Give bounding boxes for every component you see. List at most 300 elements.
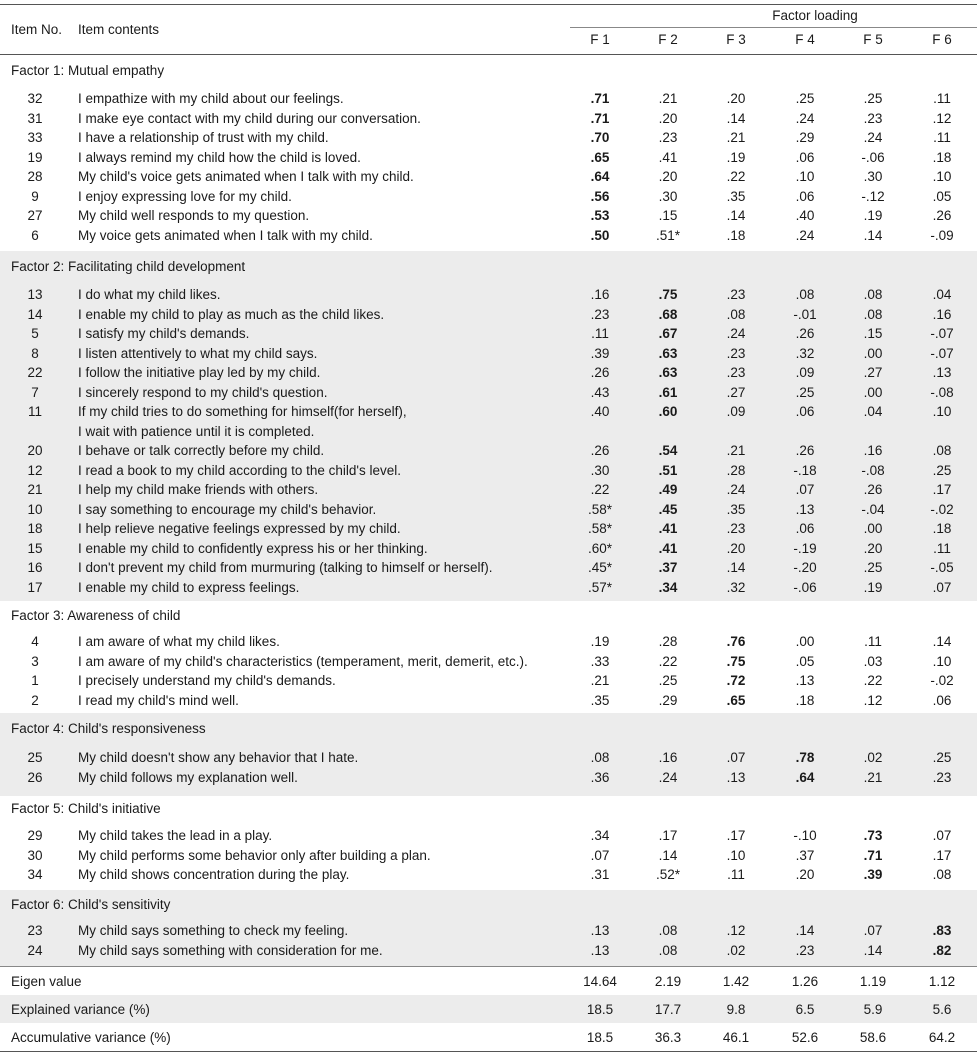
loading-value: .45* bbox=[587, 560, 613, 575]
loading-value: .13 bbox=[795, 501, 815, 517]
loading-value: .22 bbox=[863, 673, 883, 688]
item-number: 28 bbox=[27, 169, 43, 184]
loading-value: .43 bbox=[590, 384, 610, 400]
loading-value: .12 bbox=[932, 110, 952, 126]
loading-value: .25 bbox=[795, 384, 815, 400]
item-text: I do what my child likes. bbox=[78, 287, 221, 302]
factor-section-title: Factor 6: Child's sensitivity bbox=[11, 897, 171, 912]
loading-value: .12 bbox=[863, 692, 883, 708]
loading-value: .36 bbox=[590, 769, 610, 785]
loading-value-primary: .37 bbox=[658, 560, 678, 575]
item-text: My child's voice gets animated when I talk with my child. bbox=[78, 169, 414, 184]
loading-value: .17 bbox=[658, 828, 678, 843]
loading-value: .04 bbox=[932, 287, 952, 302]
item-number: 9 bbox=[31, 188, 39, 204]
factor-section-title: Factor 4: Child's responsiveness bbox=[11, 721, 206, 736]
loading-value: .08 bbox=[658, 942, 678, 958]
summary-value: 58.6 bbox=[859, 1030, 887, 1045]
summary-label: Eigen value bbox=[11, 974, 82, 989]
loading-value: .23 bbox=[932, 769, 952, 785]
summary-value: 18.5 bbox=[586, 1002, 614, 1017]
header-factor-loading: Factor loading bbox=[772, 8, 858, 23]
loading-value: .18 bbox=[726, 227, 746, 243]
loading-value: .11 bbox=[933, 130, 951, 145]
summary-value: 18.5 bbox=[586, 1030, 614, 1045]
loading-value: .00 bbox=[795, 634, 815, 649]
loading-value: .30 bbox=[863, 169, 883, 184]
loading-value: .21 bbox=[590, 673, 610, 688]
loading-value: -.18 bbox=[793, 462, 817, 478]
loading-value: .58* bbox=[587, 501, 613, 517]
loading-value-primary: .41 bbox=[658, 521, 678, 536]
loading-value: .07 bbox=[590, 847, 610, 863]
loading-value: .10 bbox=[932, 169, 952, 184]
item-text: I behave or talk correctly before my child. bbox=[78, 443, 325, 458]
loading-value-primary: .71 bbox=[590, 110, 610, 126]
item-text: If my child tries to do something for himself(for herself), bbox=[78, 404, 407, 419]
item-text: I enable my child to express feelings. bbox=[78, 579, 300, 595]
loading-value: .20 bbox=[658, 169, 678, 184]
loading-value: .21 bbox=[726, 443, 746, 458]
item-text: I read a book to my child according to the child's level. bbox=[78, 462, 401, 478]
loading-value: .16 bbox=[932, 306, 952, 322]
summary-value: 9.8 bbox=[726, 1002, 746, 1017]
loading-value: .05 bbox=[932, 188, 952, 204]
summary-value: 5.6 bbox=[932, 1002, 952, 1017]
top-rule bbox=[0, 4, 977, 5]
loading-value: .14 bbox=[658, 847, 678, 863]
loading-value: .02 bbox=[726, 942, 746, 958]
loading-value: .26 bbox=[863, 482, 883, 497]
item-text: I empathize with my child about our feelings. bbox=[78, 91, 344, 106]
loading-value: -.02 bbox=[930, 673, 954, 688]
item-text: I read my child's mind well. bbox=[78, 692, 239, 708]
loading-value: .10 bbox=[726, 847, 746, 863]
summary-value: 5.9 bbox=[863, 1002, 883, 1017]
loading-value: .25 bbox=[932, 462, 952, 478]
loading-value: .11 bbox=[933, 540, 951, 556]
item-number: 5 bbox=[31, 326, 39, 341]
loading-value: .11 bbox=[727, 867, 745, 882]
item-text: My child says something with consideration for me. bbox=[78, 942, 383, 958]
summary-value: 64.2 bbox=[928, 1030, 956, 1045]
item-number: 4 bbox=[31, 634, 39, 649]
loading-value: .35 bbox=[726, 188, 746, 204]
loading-value: .40 bbox=[590, 404, 610, 419]
summary-value: 2.19 bbox=[654, 974, 682, 989]
loading-value: .08 bbox=[863, 306, 883, 322]
item-number: 10 bbox=[27, 501, 43, 517]
item-text: I make eye contact with my child during our conversation. bbox=[78, 110, 421, 126]
loading-value: .09 bbox=[795, 365, 815, 380]
loading-value-primary: .45 bbox=[658, 501, 678, 517]
loading-value: .19 bbox=[863, 579, 883, 595]
loading-value: .06 bbox=[795, 404, 815, 419]
column-header-f4: F 4 bbox=[795, 32, 815, 47]
loading-value: -.04 bbox=[861, 501, 885, 517]
loading-value: .23 bbox=[590, 306, 610, 322]
item-number: 30 bbox=[27, 847, 43, 863]
item-number: 32 bbox=[27, 91, 43, 106]
loading-value: .07 bbox=[932, 828, 952, 843]
loading-value: .21 bbox=[726, 130, 746, 145]
loading-value: .23 bbox=[658, 130, 678, 145]
loading-value: .20 bbox=[658, 110, 678, 126]
loading-value: .11 bbox=[933, 91, 951, 106]
loading-value-primary: .53 bbox=[590, 208, 610, 223]
loading-value: .10 bbox=[932, 653, 952, 669]
loading-value: .41 bbox=[658, 149, 678, 165]
summary-value: 1.42 bbox=[722, 974, 750, 989]
loading-value: .24 bbox=[863, 130, 883, 145]
item-text: I enable my child to play as much as the child likes. bbox=[78, 306, 385, 322]
item-number: 16 bbox=[27, 560, 43, 575]
item-text: I help relieve negative feelings expressed by my child. bbox=[78, 521, 401, 536]
loading-value-primary: .73 bbox=[863, 828, 883, 843]
item-number: 13 bbox=[27, 287, 43, 302]
factor-loading-underline bbox=[570, 27, 977, 28]
item-number: 12 bbox=[27, 462, 43, 478]
item-text: My child well responds to my question. bbox=[78, 208, 310, 223]
column-header-f3: F 3 bbox=[726, 32, 746, 47]
loading-value: .19 bbox=[863, 208, 883, 223]
loading-value: .40 bbox=[795, 208, 815, 223]
loading-value: .08 bbox=[590, 750, 610, 765]
factor-section-title: Factor 2: Facilitating child development bbox=[11, 259, 246, 274]
item-number: 6 bbox=[31, 227, 39, 243]
loading-value: -.07 bbox=[930, 345, 954, 361]
loading-value-primary: .54 bbox=[658, 443, 678, 458]
summary-value: 36.3 bbox=[654, 1030, 682, 1045]
item-text: My child performs some behavior only after building a plan. bbox=[78, 847, 431, 863]
loading-value: .29 bbox=[658, 692, 678, 708]
item-number: 33 bbox=[27, 130, 43, 145]
loading-value: .30 bbox=[658, 188, 678, 204]
item-number: 23 bbox=[27, 923, 43, 938]
loading-value-primary: .71 bbox=[863, 847, 883, 863]
header-item-no: Item No. bbox=[11, 22, 63, 37]
loading-value: .25 bbox=[863, 91, 883, 106]
loading-value: -.09 bbox=[930, 227, 954, 243]
loading-value: -.20 bbox=[793, 560, 817, 575]
loading-value: .28 bbox=[658, 634, 678, 649]
loading-value: .58* bbox=[587, 521, 613, 536]
item-text: I enable my child to confidently express his or her thinking. bbox=[78, 540, 428, 556]
loading-value: .26 bbox=[795, 443, 815, 458]
loading-value: -.06 bbox=[861, 149, 885, 165]
loading-value: .29 bbox=[795, 130, 815, 145]
item-number: 21 bbox=[27, 482, 43, 497]
item-text: I am aware of my child's characteristics (temperament, merit, demerit, etc.). bbox=[78, 653, 528, 669]
loading-value-primary: .64 bbox=[795, 769, 815, 785]
item-number: 31 bbox=[27, 110, 43, 126]
item-text: I am aware of what my child likes. bbox=[78, 634, 280, 649]
loading-value-primary: .60 bbox=[658, 404, 678, 419]
item-number: 26 bbox=[27, 769, 43, 785]
loading-value-primary: .68 bbox=[658, 306, 678, 322]
loading-value: .20 bbox=[863, 540, 883, 556]
loading-value-primary: .39 bbox=[863, 867, 883, 882]
loading-value: .17 bbox=[932, 482, 952, 497]
factor-section-title: Factor 1: Mutual empathy bbox=[11, 63, 165, 78]
loading-value: .26 bbox=[795, 326, 815, 341]
item-text: I listen attentively to what my child says. bbox=[78, 345, 318, 361]
loading-value-primary: .63 bbox=[658, 365, 678, 380]
item-number: 19 bbox=[27, 149, 43, 165]
loading-value: .14 bbox=[726, 208, 746, 223]
loading-value: .20 bbox=[726, 540, 746, 556]
loading-value: .31 bbox=[590, 867, 610, 882]
loading-value: .30 bbox=[590, 462, 610, 478]
loading-value: -.10 bbox=[793, 828, 817, 843]
loading-value: .08 bbox=[932, 443, 952, 458]
loading-value: .14 bbox=[863, 227, 883, 243]
loading-value: .25 bbox=[863, 560, 883, 575]
summary-label: Explained variance (%) bbox=[11, 1002, 150, 1017]
loading-value: .37 bbox=[795, 847, 815, 863]
loading-value: -.06 bbox=[793, 579, 817, 595]
loading-value: .05 bbox=[795, 653, 815, 669]
loading-value-primary: .67 bbox=[658, 326, 678, 341]
item-number: 2 bbox=[31, 692, 39, 708]
loading-value: .24 bbox=[726, 482, 746, 497]
loading-value: .14 bbox=[795, 923, 815, 938]
item-number: 7 bbox=[31, 384, 39, 400]
loading-value: .21 bbox=[863, 769, 883, 785]
loading-value: .08 bbox=[795, 287, 815, 302]
loading-value: .24 bbox=[795, 227, 815, 243]
loading-value: .11 bbox=[591, 326, 609, 341]
loading-value: .14 bbox=[863, 942, 883, 958]
loading-value: .06 bbox=[795, 521, 815, 536]
loading-value: .22 bbox=[658, 653, 678, 669]
loading-value: .16 bbox=[658, 750, 678, 765]
item-text: I always remind my child how the child is loved. bbox=[78, 149, 361, 165]
loading-value: .35 bbox=[590, 692, 610, 708]
item-text: I enjoy expressing love for my child. bbox=[78, 188, 292, 204]
loading-value: .00 bbox=[863, 345, 883, 361]
loading-value: .27 bbox=[726, 384, 746, 400]
column-header-f5: F 5 bbox=[863, 32, 883, 47]
item-text: My child takes the lead in a play. bbox=[78, 828, 273, 843]
loading-value: .10 bbox=[932, 404, 952, 419]
summary-value: 1.19 bbox=[859, 974, 887, 989]
item-number: 17 bbox=[27, 579, 43, 595]
loading-value: .23 bbox=[726, 345, 746, 361]
loading-value: .06 bbox=[795, 149, 815, 165]
loading-value: .03 bbox=[863, 653, 883, 669]
loading-value: .35 bbox=[726, 501, 746, 517]
item-number: 8 bbox=[31, 345, 39, 361]
loading-value: .14 bbox=[726, 560, 746, 575]
summary-value: 1.26 bbox=[791, 974, 819, 989]
loading-value: .13 bbox=[590, 942, 610, 958]
item-number: 34 bbox=[27, 867, 43, 882]
loading-value: .08 bbox=[726, 306, 746, 322]
loading-value: -.19 bbox=[793, 540, 817, 556]
loading-value-primary: .65 bbox=[590, 149, 610, 165]
item-text: I don't prevent my child from murmuring (talking to himself or herself). bbox=[78, 560, 493, 575]
loading-value-primary: .41 bbox=[658, 540, 678, 556]
item-text: My child shows concentration during the play. bbox=[78, 867, 350, 882]
loading-value: .27 bbox=[863, 365, 883, 380]
loading-value: .33 bbox=[590, 653, 610, 669]
factor-section-title: Factor 3: Awareness of child bbox=[11, 608, 181, 623]
loading-value: .39 bbox=[590, 345, 610, 361]
loading-value-primary: .65 bbox=[726, 692, 746, 708]
loading-value: .06 bbox=[932, 692, 952, 708]
loading-value: .24 bbox=[658, 769, 678, 785]
loading-value: .06 bbox=[795, 188, 815, 204]
item-number: 14 bbox=[27, 306, 43, 322]
loading-value: .08 bbox=[863, 287, 883, 302]
loading-value: .19 bbox=[590, 634, 610, 649]
loading-value: .04 bbox=[863, 404, 883, 419]
loading-value: .25 bbox=[795, 91, 815, 106]
loading-value: .14 bbox=[932, 634, 952, 649]
factor-section-title: Factor 5: Child's initiative bbox=[11, 801, 161, 816]
loading-value: .13 bbox=[590, 923, 610, 938]
loading-value-primary: .83 bbox=[932, 923, 952, 938]
item-number: 22 bbox=[27, 365, 43, 380]
item-number: 11 bbox=[27, 404, 42, 419]
loading-value: .20 bbox=[795, 867, 815, 882]
loading-value-primary: .63 bbox=[658, 345, 678, 361]
loading-value: .16 bbox=[590, 287, 610, 302]
loading-value-primary: .51 bbox=[658, 462, 678, 478]
item-text: My child doesn't show any behavior that I hate. bbox=[78, 750, 359, 765]
item-text: I help my child make friends with others. bbox=[78, 482, 319, 497]
loading-value-primary: .82 bbox=[932, 942, 952, 958]
loading-value: .22 bbox=[726, 169, 746, 184]
loading-value: .25 bbox=[658, 673, 678, 688]
loading-value: .32 bbox=[795, 345, 815, 361]
item-text: I have a relationship of trust with my child. bbox=[78, 130, 329, 145]
loading-value-primary: .78 bbox=[795, 750, 815, 765]
loading-value: .07 bbox=[726, 750, 746, 765]
item-number: 15 bbox=[27, 540, 43, 556]
column-header-f1: F 1 bbox=[590, 32, 610, 47]
loading-value: .10 bbox=[795, 169, 815, 184]
loading-value: .26 bbox=[590, 443, 610, 458]
loading-value: .13 bbox=[932, 365, 952, 380]
loading-value: .23 bbox=[726, 521, 746, 536]
loading-value: .00 bbox=[863, 384, 883, 400]
loading-value: .07 bbox=[795, 482, 815, 497]
loading-value: .14 bbox=[726, 110, 746, 126]
loading-value: .08 bbox=[932, 867, 952, 882]
loading-value: .24 bbox=[726, 326, 746, 341]
item-number: 24 bbox=[27, 942, 43, 958]
loading-value: .28 bbox=[726, 462, 746, 478]
loading-value: -.05 bbox=[930, 560, 954, 575]
loading-value: .24 bbox=[795, 110, 815, 126]
item-number: 27 bbox=[27, 208, 43, 223]
header-item-contents: Item contents bbox=[78, 22, 160, 37]
loading-value-primary: .50 bbox=[590, 227, 610, 243]
loading-value: .20 bbox=[726, 91, 746, 106]
loading-value: .17 bbox=[726, 828, 746, 843]
summary-label: Accumulative variance (%) bbox=[11, 1030, 171, 1045]
loading-value-primary: .56 bbox=[590, 188, 610, 204]
loading-value: .19 bbox=[726, 149, 746, 165]
loading-value: -.07 bbox=[930, 326, 954, 341]
loading-value: .15 bbox=[863, 326, 883, 341]
loading-value: .02 bbox=[863, 750, 883, 765]
loading-value: .18 bbox=[932, 149, 952, 165]
loading-value: .13 bbox=[726, 769, 746, 785]
loading-value: .57* bbox=[587, 579, 613, 595]
item-text: I sincerely respond to my child's question. bbox=[78, 384, 328, 400]
loading-value: -.12 bbox=[861, 188, 885, 204]
column-header-f2: F 2 bbox=[658, 32, 678, 47]
loading-value: .08 bbox=[658, 923, 678, 938]
loading-value: .25 bbox=[932, 750, 952, 765]
loading-value-primary: .72 bbox=[726, 673, 746, 688]
summary-value: 52.6 bbox=[791, 1030, 819, 1045]
loading-value: .23 bbox=[726, 365, 746, 380]
item-number: 20 bbox=[27, 443, 43, 458]
loading-value: .17 bbox=[932, 847, 952, 863]
loading-value-primary: .49 bbox=[658, 482, 678, 497]
loading-value: .23 bbox=[726, 287, 746, 302]
loading-value: .07 bbox=[863, 923, 883, 938]
item-number: 18 bbox=[27, 521, 43, 536]
item-number: 3 bbox=[31, 653, 39, 669]
loading-value: -.08 bbox=[861, 462, 885, 478]
loading-value: .23 bbox=[863, 110, 883, 126]
item-text: I precisely understand my child's demands. bbox=[78, 673, 336, 688]
summary-value: 1.12 bbox=[928, 974, 956, 989]
summary-value: 46.1 bbox=[722, 1030, 750, 1045]
loading-value-primary: .34 bbox=[658, 579, 678, 595]
loading-value: .22 bbox=[590, 482, 610, 497]
column-header-f6: F 6 bbox=[932, 32, 952, 47]
loading-value-primary: .64 bbox=[590, 169, 610, 184]
loading-value: .21 bbox=[658, 91, 678, 106]
item-text: My voice gets animated when I talk with my child. bbox=[78, 227, 373, 243]
summary-value: 17.7 bbox=[654, 1002, 682, 1017]
loading-value: .26 bbox=[590, 365, 610, 380]
item-number: 25 bbox=[27, 750, 43, 765]
item-number: 1 bbox=[31, 673, 39, 688]
item-text: I satisfy my child's demands. bbox=[78, 326, 250, 341]
loading-value: .11 bbox=[864, 634, 882, 649]
loading-value: .32 bbox=[726, 579, 746, 595]
summary-value: 14.64 bbox=[583, 974, 617, 989]
loading-value: .09 bbox=[726, 404, 746, 419]
loading-value: .51* bbox=[655, 227, 681, 243]
item-text: I follow the initiative play led by my child. bbox=[78, 365, 321, 380]
summary-value: 6.5 bbox=[795, 1002, 815, 1017]
loading-value: -.02 bbox=[930, 501, 954, 517]
loading-value-primary: .76 bbox=[726, 634, 746, 649]
loading-value: .12 bbox=[726, 923, 746, 938]
loading-value-primary: .75 bbox=[726, 653, 746, 669]
loading-value: .07 bbox=[932, 579, 952, 595]
loading-value-primary: .71 bbox=[590, 91, 610, 106]
loading-value: .18 bbox=[932, 521, 952, 536]
loading-value-primary: .61 bbox=[658, 384, 678, 400]
item-text: My child says something to check my feeling. bbox=[78, 923, 349, 938]
loading-value: -.08 bbox=[930, 384, 954, 400]
item-text: I say something to encourage my child's behavior. bbox=[78, 501, 377, 517]
loading-value: .60* bbox=[587, 540, 613, 556]
loading-value: -.01 bbox=[793, 306, 817, 322]
bottom-rule bbox=[0, 1051, 977, 1052]
loading-value: .26 bbox=[932, 208, 952, 223]
loading-value: .00 bbox=[863, 521, 883, 536]
